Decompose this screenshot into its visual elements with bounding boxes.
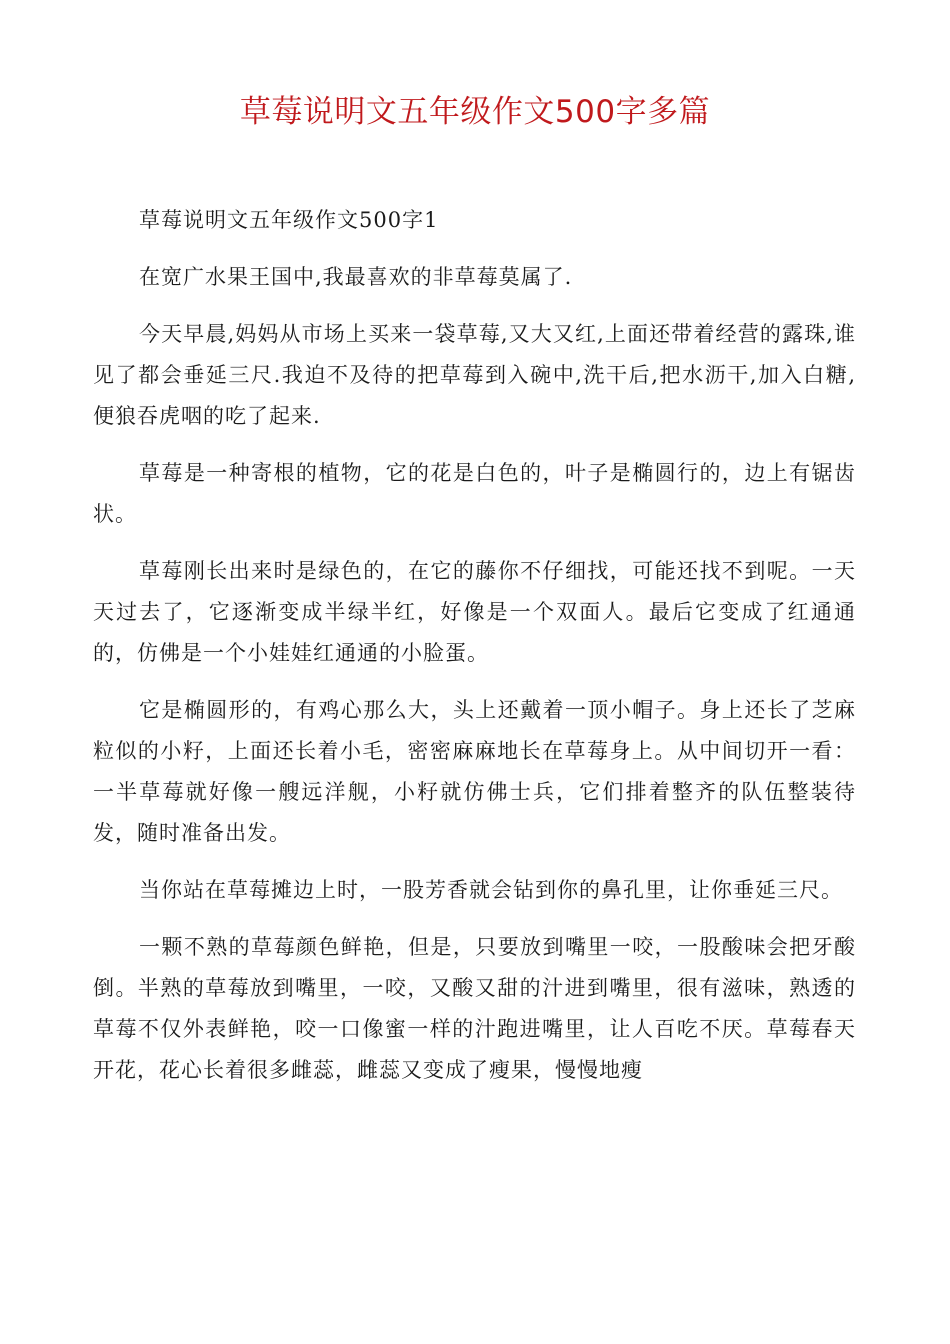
paragraph: 它是椭圆形的，有鸡心那么大，头上还戴着一顶小帽子。身上还长了芝麻粒似的小籽，上面还长着小毛，密密麻麻地长在草莓身上。从中间切开一看：一半草莓就好像一艘远洋舰，小籽就仿佛士兵，它们排着整齐的队伍整装待发，随时准备出发。	[93, 698, 856, 845]
paragraph: 在宽广水果王国中,我最喜欢的非草莓莫属了.	[139, 265, 573, 289]
paragraph: 草莓是一种寄根的植物，它的花是白色的，叶子是椭圆行的，边上有锯齿状。	[93, 461, 856, 526]
document-title: 草莓说明文五年级作文500字多篇	[239, 94, 711, 130]
document-body	[93, 200, 856, 1107]
paragraph: 一颗不熟的草莓颜色鲜艳，但是，只要放到嘴里一咬，一股酸味会把牙酸倒。半熟的草莓放到嘴里，一咬，又酸又甜的汁进到嘴里，很有滋味，熟透的草莓不仅外表鲜艳，咬一口像蜜一样的汁跑进嘴里，让人百吃不厌。草莓春天开花，花心长着很多雌蕊，雌蕊又变成了瘦果，慢慢地瘦	[93, 935, 856, 1082]
paragraph: 当你站在草莓摊边上时，一股芳香就会钻到你的鼻孔里，让你垂延三尺。	[139, 878, 843, 902]
paragraph: 草莓刚长出来时是绿色的，在它的藤你不仔细找，可能还找不到呢。一天天过去了，它逐渐变成半绿半红，好像是一个双面人。最后它变成了红通通的，仿佛是一个小娃娃红通通的小脸蛋。	[93, 559, 856, 665]
section-heading: 草莓说明文五年级作文500字1	[139, 208, 439, 232]
paragraph: 今天早晨,妈妈从市场上买来一袋草莓,又大又红,上面还带着经营的露珠,谁见了都会垂延三尺.我迫不及待的把草莓到入碗中,洗干后,把水沥干,加入白糖,便狼吞虎咽的吃了起来.	[93, 322, 856, 428]
